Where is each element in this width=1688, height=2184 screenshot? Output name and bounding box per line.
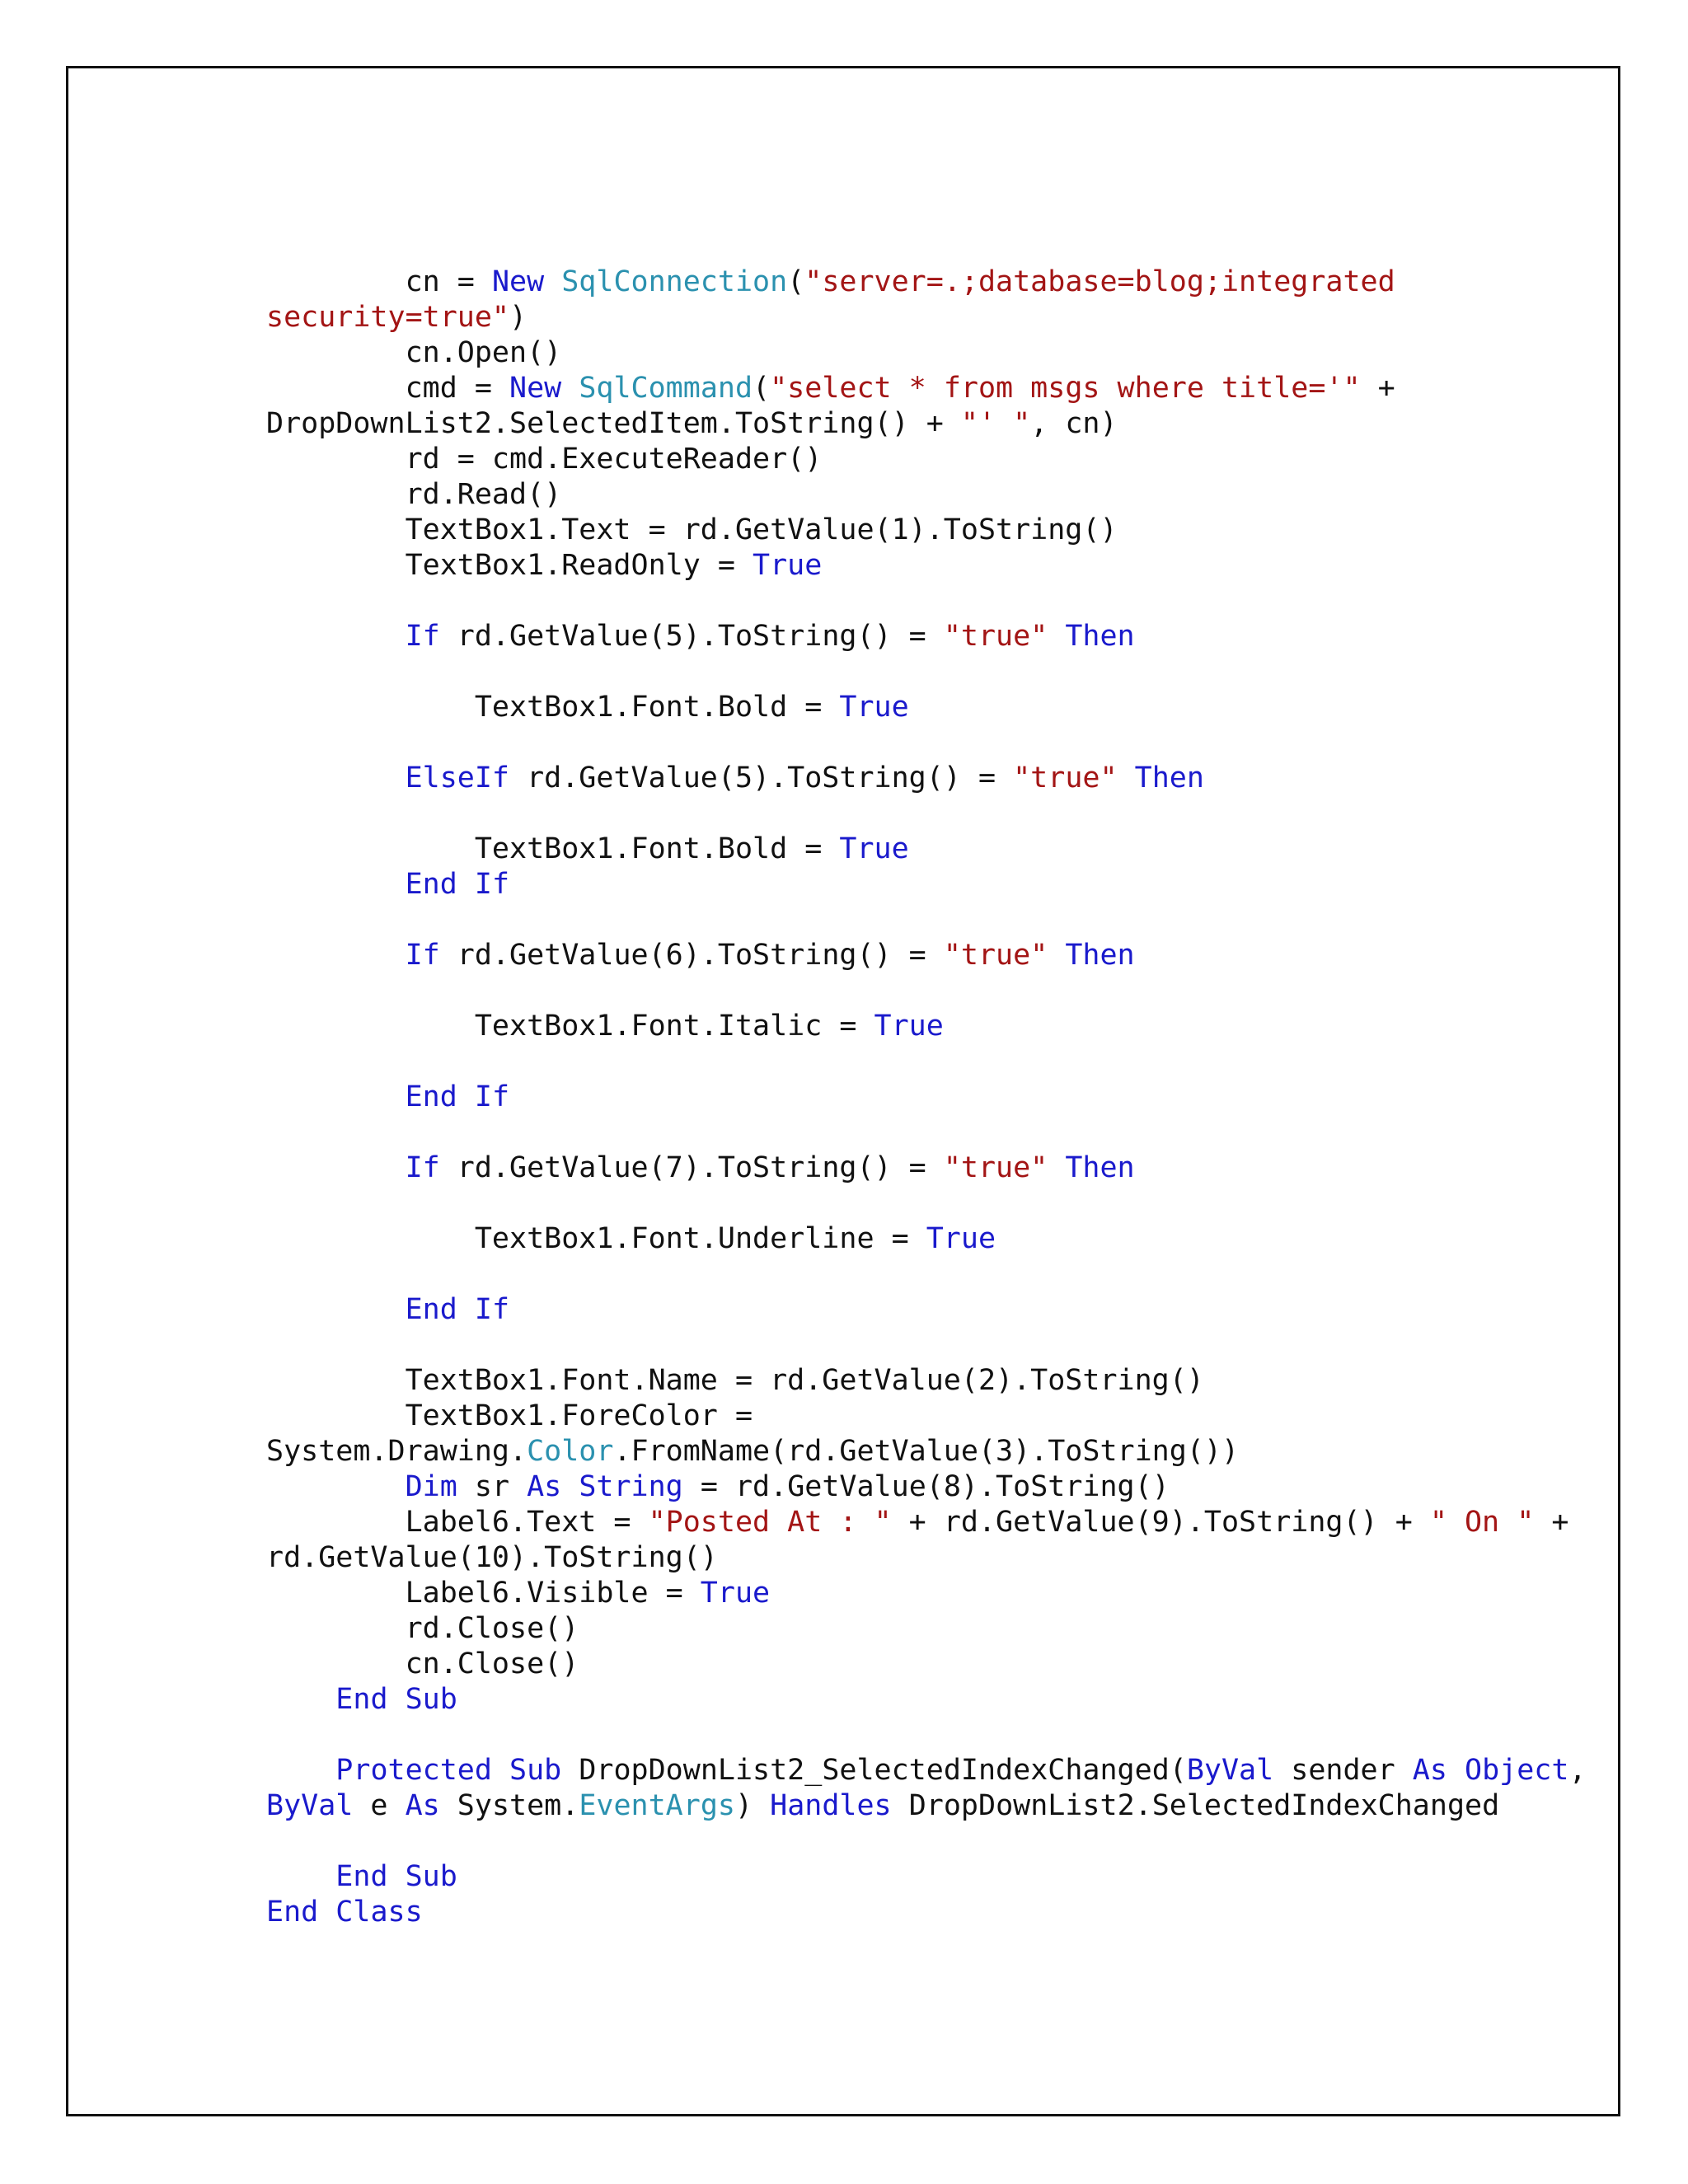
code-token-type: Color (527, 1435, 614, 1468)
code-line (266, 832, 1587, 867)
code-token-keyword: If (405, 620, 440, 653)
code-token-keyword: As (1412, 1754, 1447, 1787)
code-line (266, 973, 1587, 1009)
code-token-plain: rd.GetValue(5).ToString() = (509, 762, 1014, 794)
code-token-type: EventArgs (579, 1789, 735, 1822)
code-token-keyword: Protected (335, 1754, 492, 1787)
code-line (266, 1895, 1587, 1930)
code-token-plain (266, 1860, 335, 1893)
code-token-keyword: True (926, 1222, 996, 1255)
code-token-plain (561, 1470, 579, 1503)
code-line (266, 1151, 1587, 1186)
code-token-plain (266, 1754, 335, 1787)
code-token-plain: ( (787, 265, 805, 298)
code-token-keyword: End (405, 868, 457, 901)
code-token-string: "' " (960, 407, 1031, 440)
code-token-plain: , cn) (1030, 407, 1118, 440)
code-token-plain: rd.GetValue(10).ToString() (266, 1541, 718, 1574)
code-token-plain: TextBox1.Font.Underline = (266, 1222, 926, 1255)
code-token-plain: cmd = (266, 372, 510, 405)
code-token-keyword: Then (1065, 939, 1135, 972)
code-token-plain (266, 1293, 406, 1326)
code-token-keyword: Then (1065, 1151, 1135, 1184)
code-token-keyword: As (527, 1470, 562, 1503)
code-token-keyword: As (405, 1789, 440, 1822)
code-token-keyword: Sub (509, 1754, 562, 1787)
code-token-plain (266, 868, 406, 901)
code-line (266, 690, 1587, 725)
code-token-keyword: ElseIf (405, 762, 510, 794)
code-token-keyword: True (753, 549, 823, 582)
code-line (266, 583, 1587, 619)
code-line (266, 1080, 1587, 1115)
code-token-keyword: Object (1465, 1754, 1569, 1787)
code-token-keyword: End (335, 1860, 388, 1893)
code-token-keyword: Then (1065, 620, 1135, 653)
code-line (266, 1718, 1587, 1753)
code-line (266, 1505, 1587, 1540)
code-token-plain: rd = cmd.ExecuteReader() (266, 443, 823, 476)
code-token-plain (266, 1470, 406, 1503)
code-token-string: "true" (943, 939, 1048, 972)
code-token-plain (266, 1151, 406, 1184)
code-token-plain: TextBox1.ForeColor = (266, 1399, 753, 1432)
code-token-plain (266, 939, 406, 972)
code-line (266, 371, 1587, 406)
code-token-plain (318, 1896, 335, 1929)
code-line (266, 1186, 1587, 1221)
code-token-plain (388, 1683, 406, 1716)
code-token-plain (457, 1293, 475, 1326)
code-token-plain: ) (734, 1789, 771, 1822)
code-line (266, 548, 1587, 583)
code-token-plain: DropDownList2.SelectedIndexChanged (891, 1789, 1500, 1822)
code-token-keyword: End (266, 1896, 319, 1929)
code-line (266, 1257, 1587, 1292)
code-line (266, 867, 1587, 902)
code-line (266, 1044, 1587, 1080)
code-line (266, 1009, 1587, 1044)
code-token-plain: ) (509, 301, 528, 334)
code-token-plain: DropDownList2.SelectedItem.ToString() + (266, 407, 961, 440)
code-token-keyword: Handles (770, 1789, 892, 1822)
code-line (266, 1753, 1587, 1788)
code-line (266, 1647, 1587, 1682)
code-line (266, 1859, 1587, 1895)
code-token-keyword: End (335, 1683, 388, 1716)
code-line (266, 1434, 1587, 1469)
code-line (266, 513, 1587, 548)
code-line (266, 1540, 1587, 1576)
code-token-keyword: If (474, 1293, 510, 1326)
page-frame (66, 66, 1620, 2116)
code-line (266, 1824, 1587, 1859)
code-line (266, 1682, 1587, 1718)
code-line (266, 477, 1587, 513)
code-token-plain (457, 868, 475, 901)
code-token-keyword: New (491, 265, 545, 298)
code-token-keyword: ByVal (1186, 1754, 1274, 1787)
code-token-plain: rd.GetValue(6).ToString() = (439, 939, 944, 972)
code-token-string: "true" (943, 1151, 1048, 1184)
code-line (266, 619, 1587, 654)
code-token-keyword: If (405, 939, 440, 972)
code-line (266, 1221, 1587, 1257)
code-token-keyword: Sub (405, 1683, 457, 1716)
code-token-string: "true" (1013, 762, 1118, 794)
code-token-plain (1048, 620, 1065, 653)
code-line (266, 406, 1587, 442)
code-token-plain: TextBox1.Font.Bold = (266, 832, 840, 865)
code-token-plain: TextBox1.Text = rd.GetValue(1).ToString() (266, 513, 1118, 546)
code-token-plain (266, 1683, 335, 1716)
code-token-plain: TextBox1.ReadOnly = (266, 549, 753, 582)
code-token-type: SqlCommand (579, 372, 753, 405)
code-token-plain: System.Drawing. (266, 1435, 528, 1468)
code-token-keyword: Then (1134, 762, 1204, 794)
code-token-keyword: End (405, 1080, 457, 1113)
code-line (266, 796, 1587, 832)
code-token-plain: Label6.Text = (266, 1506, 649, 1539)
code-token-string: "server=.;database=blog;integrated (804, 265, 1395, 298)
code-token-string: "select * from msgs where title='" (770, 372, 1361, 405)
code-token-plain: System. (439, 1789, 579, 1822)
code-token-plain (1118, 762, 1135, 794)
code-token-string: "true" (943, 620, 1048, 653)
code-token-plain: DropDownList2_SelectedIndexChanged( (561, 1754, 1187, 1787)
code-token-plain (266, 1080, 406, 1113)
code-line (266, 1292, 1587, 1328)
code-line (266, 265, 1587, 300)
code-token-plain: cn.Close() (266, 1647, 579, 1680)
code-line (266, 725, 1587, 761)
code-token-plain (1048, 1151, 1065, 1184)
code-line (266, 1611, 1587, 1647)
code-line (266, 654, 1587, 690)
code-token-plain: cn = (266, 265, 492, 298)
code-token-plain: Label6.Visible = (266, 1577, 701, 1610)
code-line (266, 1363, 1587, 1399)
code-line (266, 1328, 1587, 1363)
code-line (266, 1115, 1587, 1151)
code-token-plain: rd.GetValue(5).ToString() = (439, 620, 944, 653)
code-token-plain: rd.Close() (266, 1612, 579, 1645)
code-token-plain: + (1534, 1506, 1569, 1539)
code-token-keyword: Class (335, 1896, 423, 1929)
code-line (266, 1788, 1587, 1824)
code-line (266, 761, 1587, 796)
code-token-plain (388, 1860, 406, 1893)
code-token-keyword: If (474, 868, 510, 901)
code-token-keyword: End (405, 1293, 457, 1326)
code-token-keyword: New (509, 372, 562, 405)
code-token-plain: TextBox1.Font.Name = rd.GetValue(2).ToString() (266, 1364, 1204, 1397)
code-token-plain (457, 1080, 475, 1113)
code-token-plain: rd.GetValue(7).ToString() = (439, 1151, 944, 1184)
code-token-string: " On " (1429, 1506, 1535, 1539)
code-token-keyword: Sub (405, 1860, 457, 1893)
code-token-plain: .FromName(rd.GetValue(3).ToString()) (613, 1435, 1240, 1468)
code-token-plain (266, 620, 406, 653)
code-token-string: "Posted At : " (648, 1506, 892, 1539)
code-token-plain: rd.Read() (266, 478, 562, 511)
code-token-plain: TextBox1.Font.Italic = (266, 1010, 874, 1043)
code-listing (266, 265, 1587, 1930)
code-token-plain (492, 1754, 509, 1787)
code-token-plain: ( (753, 372, 771, 405)
code-token-plain: , (1568, 1754, 1587, 1787)
code-token-keyword: If (405, 1151, 440, 1184)
code-token-plain: e (353, 1789, 406, 1822)
code-token-type: SqlConnection (561, 265, 788, 298)
code-token-plain (1048, 939, 1065, 972)
code-token-plain (561, 372, 579, 405)
code-token-keyword: If (474, 1080, 510, 1113)
code-token-plain: = rd.GetValue(8).ToString() (682, 1470, 1170, 1503)
code-token-keyword: True (874, 1010, 944, 1043)
code-token-plain (266, 762, 406, 794)
code-token-plain: sr (457, 1470, 528, 1503)
code-line (266, 1399, 1587, 1434)
code-token-string: security=true" (266, 301, 510, 334)
code-token-plain (544, 265, 561, 298)
code-token-keyword: True (839, 832, 909, 865)
code-token-plain: sender (1273, 1754, 1413, 1787)
code-token-keyword: True (839, 691, 909, 724)
code-token-keyword: True (700, 1577, 771, 1610)
code-token-plain: + (1360, 372, 1395, 405)
code-line (266, 1576, 1587, 1611)
code-line (266, 1469, 1587, 1505)
code-line (266, 442, 1587, 477)
code-token-plain: TextBox1.Font.Bold = (266, 691, 840, 724)
code-line (266, 902, 1587, 938)
code-line (266, 335, 1587, 371)
code-token-plain: + rd.GetValue(9).ToString() + (891, 1506, 1430, 1539)
code-line (266, 300, 1587, 335)
code-token-keyword: ByVal (266, 1789, 354, 1822)
code-token-plain (1447, 1754, 1465, 1787)
code-line (266, 938, 1587, 973)
code-token-keyword: Dim (405, 1470, 457, 1503)
code-token-plain: cn.Open() (266, 336, 562, 369)
code-token-keyword: String (579, 1470, 683, 1503)
